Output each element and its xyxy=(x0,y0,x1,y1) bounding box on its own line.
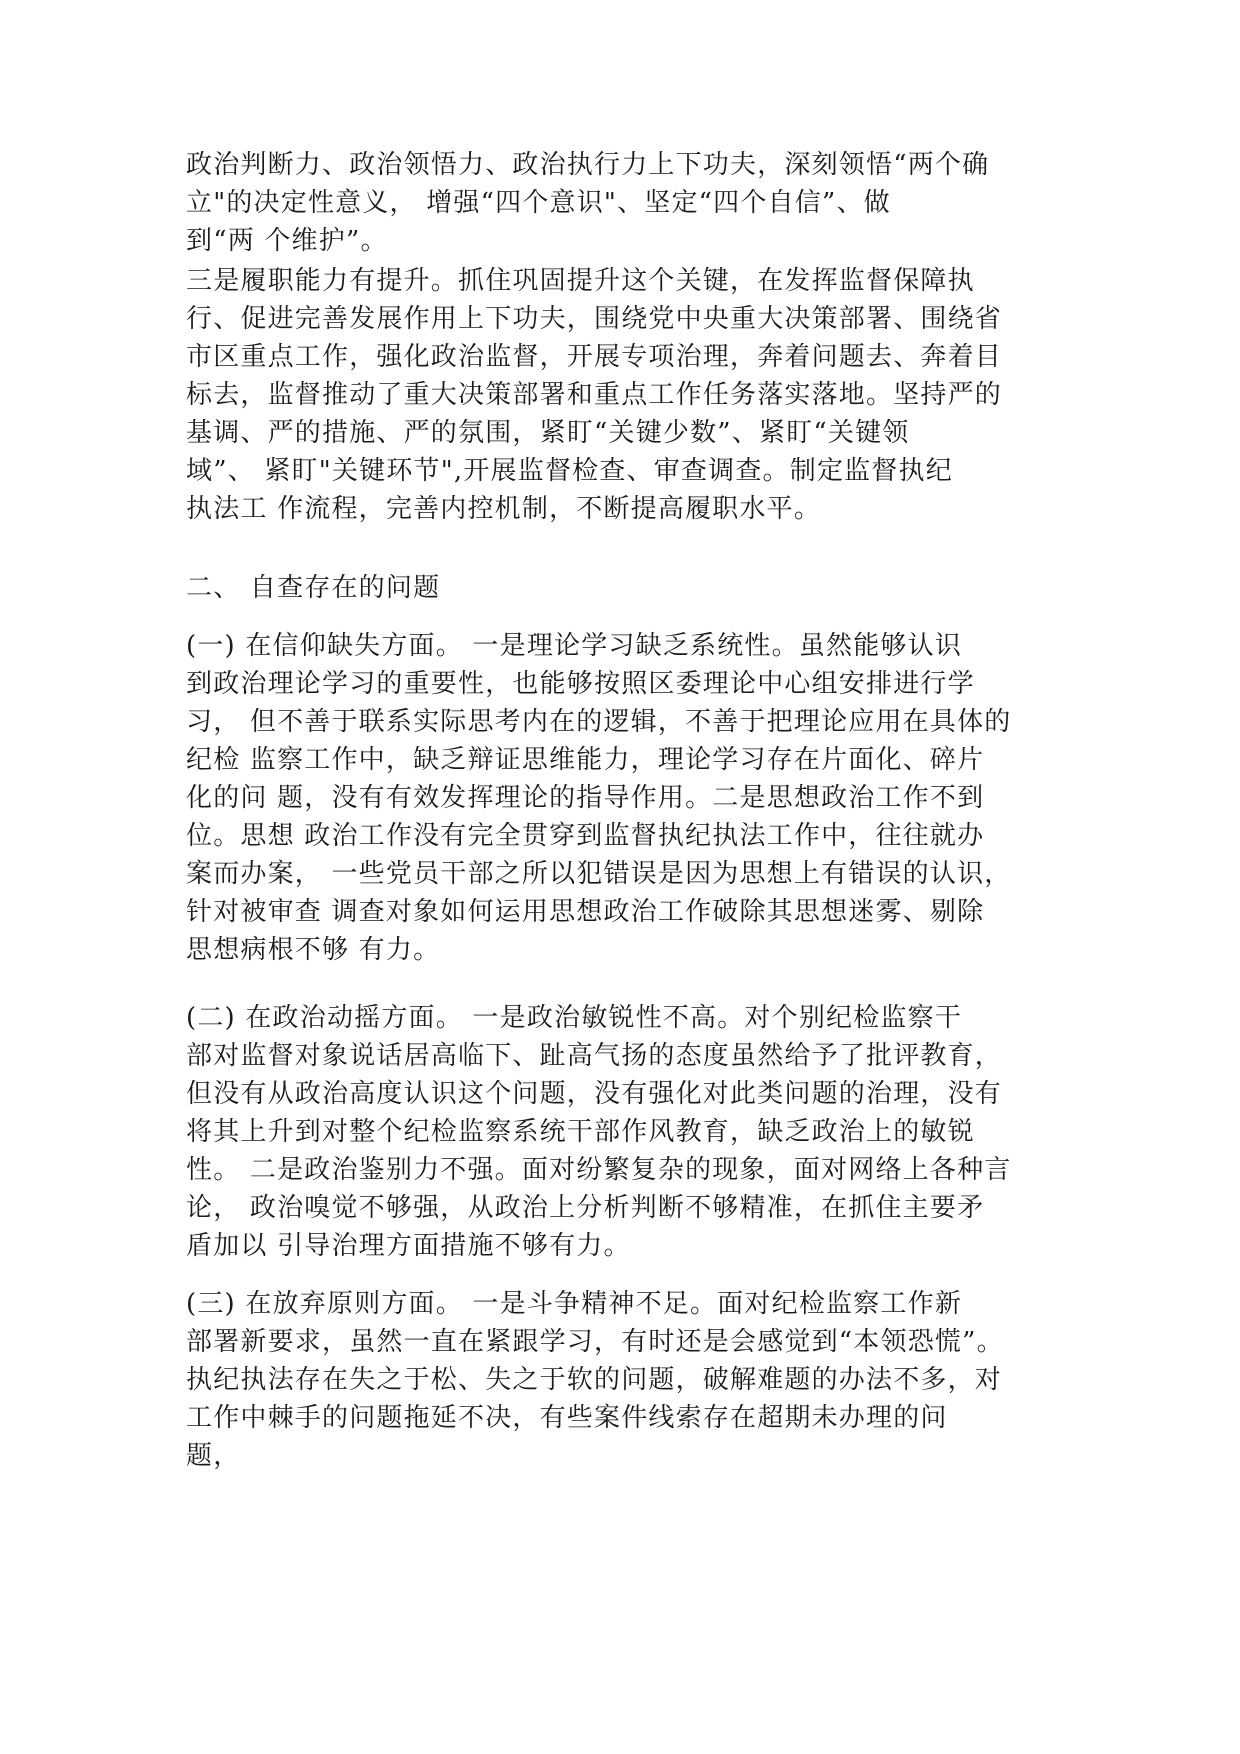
text-line: 案而办案， 一些党员干部之所以犯错误是因为思想上有错误的认识， xyxy=(186,859,1012,889)
text-line: 工作中棘手的问题拖延不决，有些案件线索存在超期未办理的问 xyxy=(186,1403,948,1433)
text-line: 标去，监督推动了重大决策部署和重点工作任务落实落地。坚持严的 xyxy=(186,380,1003,410)
text-line: 习， 但不善于联系实际思考内在的逻辑，不善于把理论应用在具体的 xyxy=(186,707,1012,737)
text-line: 部署新要求，虽然一直在紧跟学习，有时还是会感觉到“本领恐慌”。 xyxy=(186,1327,1004,1357)
text-line: (三) 在放弃原则方面。 一是斗争精神不足。面对纪检监察工作新 xyxy=(186,1289,963,1319)
text-line: 市区重点工作，强化政治监督，开展专项治理，奔着问题去、奔着目 xyxy=(186,342,1003,372)
text-line: 立"的决定性意义， 增强“四个意识"、坚定“四个自信”、做 xyxy=(186,188,891,218)
text-line: 位。思想 政治工作没有完全贯穿到监督执纪执法工作中，往往就办 xyxy=(186,821,985,851)
text-line: 针对被审查 调查对象如何运用思想政治工作破除其思想迷雾、剔除 xyxy=(186,897,985,927)
text-line: 执纪执法存在失之于松、失之于软的问题，破解难题的办法不多，对 xyxy=(186,1365,1003,1395)
text-line: 题， xyxy=(186,1441,241,1471)
text-line: 执法工 作流程，完善内控机制，不断提高履职水平。 xyxy=(186,494,822,524)
text-line: 论， 政治嗅觉不够强，从政治上分析判断不够精准，在抓住主要矛 xyxy=(186,1193,985,1223)
text-line: 到“两 个维护”。 xyxy=(186,226,388,256)
text-line: 性。 二是政治鉴别力不强。面对纷繁复杂的现象，面对网络上各种言 xyxy=(186,1155,1012,1185)
paragraph-political-ability xyxy=(186,146,1066,260)
text-line: 将其上升到对整个纪检监察系统干部作风教育，缺乏政治上的敏锐 xyxy=(186,1117,975,1147)
text-line: (二) 在政治动摇方面。 一是政治敏锐性不高。对个别纪检监察干 xyxy=(186,1003,963,1033)
text-line: 但没有从政治高度认识这个问题，没有强化对此类问题的治理，没有 xyxy=(186,1079,1003,1109)
section-heading: 二、 自查存在的问题 xyxy=(186,573,441,603)
paragraph-duty-performance xyxy=(186,262,1066,528)
text-line: 基调、严的措施、严的氛围，紧盯“关键少数”、紧盯“关键领 xyxy=(186,418,910,448)
text-line: 纪检 监察工作中，缺乏辩证思维能力，理论学习存在片面化、碎片 xyxy=(186,745,985,775)
paragraph-faith xyxy=(186,627,1066,969)
text-line: 思想病根不够 有力。 xyxy=(186,935,441,965)
paragraph-abandoning-principles xyxy=(186,1285,1066,1475)
text-line: 盾加以 引导治理方面措施不够有力。 xyxy=(186,1231,631,1261)
section-heading-self-check xyxy=(186,569,1066,607)
text-line: 政治判断力、政治领悟力、政治执行力上下功夫，深刻领悟“两个确 xyxy=(186,150,990,180)
text-line: 行、促进完善发展作用上下功夫，围绕党中央重大决策部署、围绕省 xyxy=(186,304,1003,334)
text-line: 部对监督对象说话居高临下、趾高气扬的态度虽然给予了批评教育， xyxy=(186,1041,1003,1071)
text-line: 域”、 紧盯"关键环节",开展监督检查、审查调查。制定监督执纪 xyxy=(186,456,953,486)
text-line: 化的问 题，没有有效发挥理论的指导作用。二是思想政治工作不到 xyxy=(186,783,985,813)
text-line: 到政治理论学习的重要性，也能够按照区委理论中心组安排进行学 xyxy=(186,669,975,699)
text-line: 三是履职能力有提升。抓住巩固提升这个关键，在发挥监督保障执 xyxy=(186,266,975,296)
paragraph-political-wavering xyxy=(186,999,1066,1265)
text-line: (一) 在信仰缺失方面。 一是理论学习缺乏系统性。虽然能够认识 xyxy=(186,631,963,661)
